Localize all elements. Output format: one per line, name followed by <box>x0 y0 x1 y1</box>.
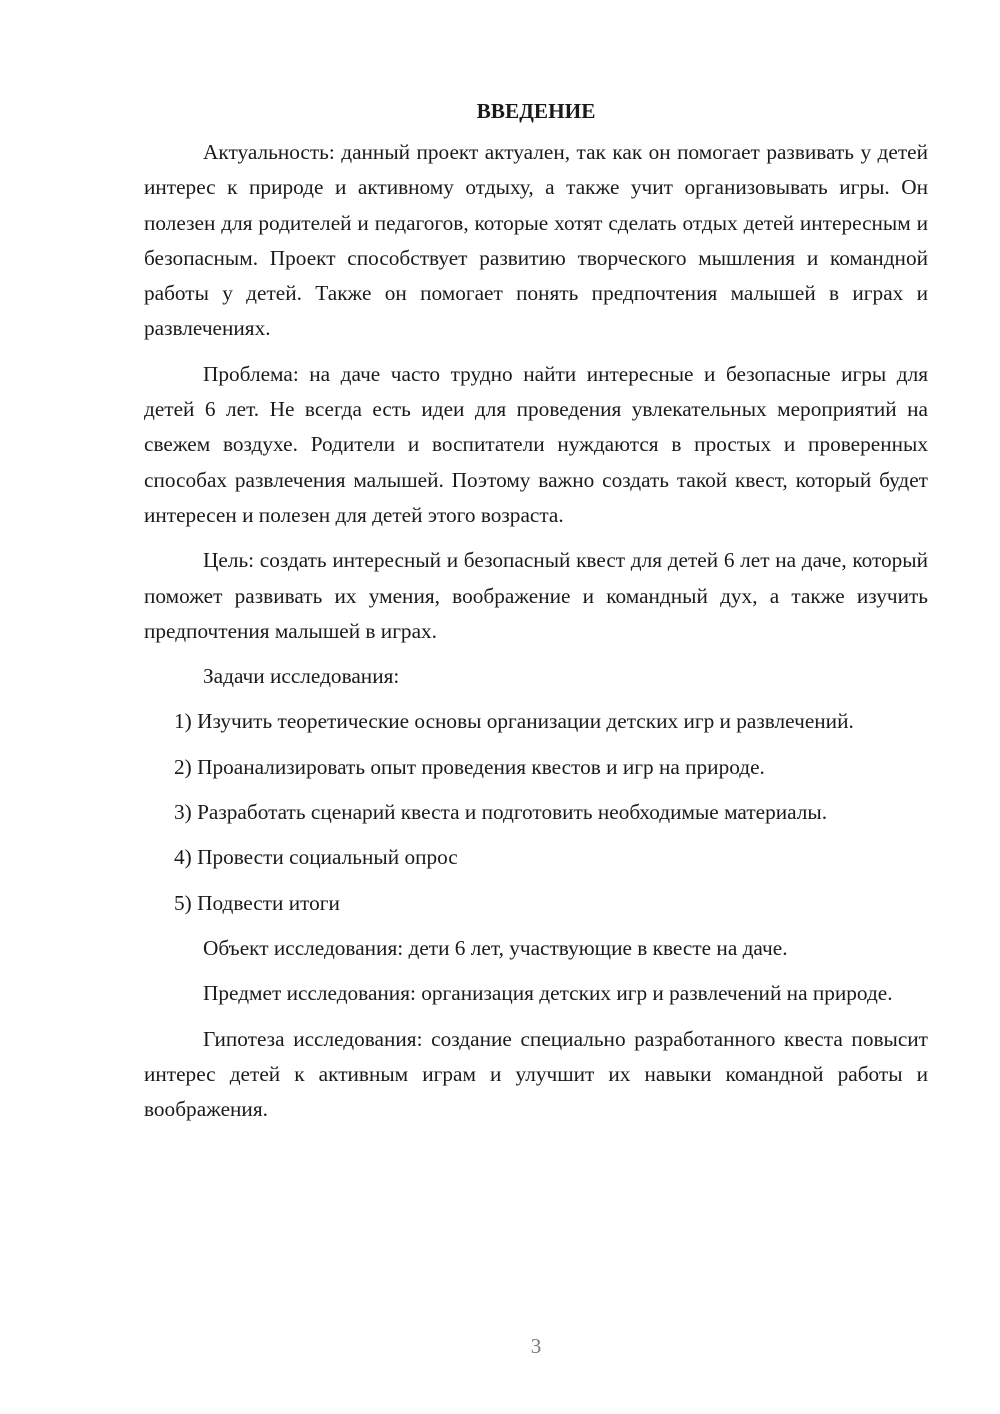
task-item: 2) Проанализировать опыт проведения квестов и игр на природе. <box>174 754 765 779</box>
task-item: 3) Разработать сценарий квеста и подготовить необходимые материалы. <box>174 800 828 825</box>
section-title: ВВЕДЕНИЕ <box>476 99 596 123</box>
tasks-heading: Задачи исследования: <box>203 664 400 689</box>
task-item: 5) Подвести итоги <box>174 890 340 915</box>
task-item: 1) Изучить теоретические основы организации детских игр и развлечений. <box>174 709 854 734</box>
hypothesis-paragraph: Гипотеза исследования: создание специально разработанного квеста повысит интерес детей к активным играм и улучшит их навыки командной работы и воображения. <box>144 1026 928 1122</box>
subject-paragraph: Предмет исследования: организация детских игр и развлечений на природе. <box>203 981 893 1006</box>
tasks-list <box>144 704 928 920</box>
object-paragraph: Объект исследования: дети 6 лет, участвующие в квесте на даче. <box>203 935 788 960</box>
document-page <box>144 94 928 1137</box>
goal-paragraph: Цель: создать интересный и безопасный квест для детей 6 лет на даче, который поможет развивать их умения, воображение и командный дух, а также изучить предпочтения малышей в играх. <box>144 548 928 643</box>
page-number: 3 <box>530 1334 542 1358</box>
problem-paragraph: Проблема: на даче часто трудно найти интересные и безопасные игры для детей 6 лет. Не всегда есть идеи для проведения увлекательных мероприятий на свежем воздухе. Родители и воспитатели нуждаются в простых и проверенных способах развлечения малышей. Поэтому важно создать такой квест, который будет интересен и полезен для детей этого возраста. <box>144 361 928 527</box>
relevance-paragraph: Актуальность: данный проект актуален, так как он помогает развивать у детей интерес к природе и активному отдыху, а также учит организовывать игры. Он полезен для родителей и педагогов, которые хотят сделать отдых детей интересным и безопасным. Проект способствует развитию творческого мышления и командной работы у детей. Также он помогает понять предпочтения малышей в играх и развлечениях. <box>144 140 928 341</box>
task-item: 4) Провести социальный опрос <box>174 845 458 870</box>
